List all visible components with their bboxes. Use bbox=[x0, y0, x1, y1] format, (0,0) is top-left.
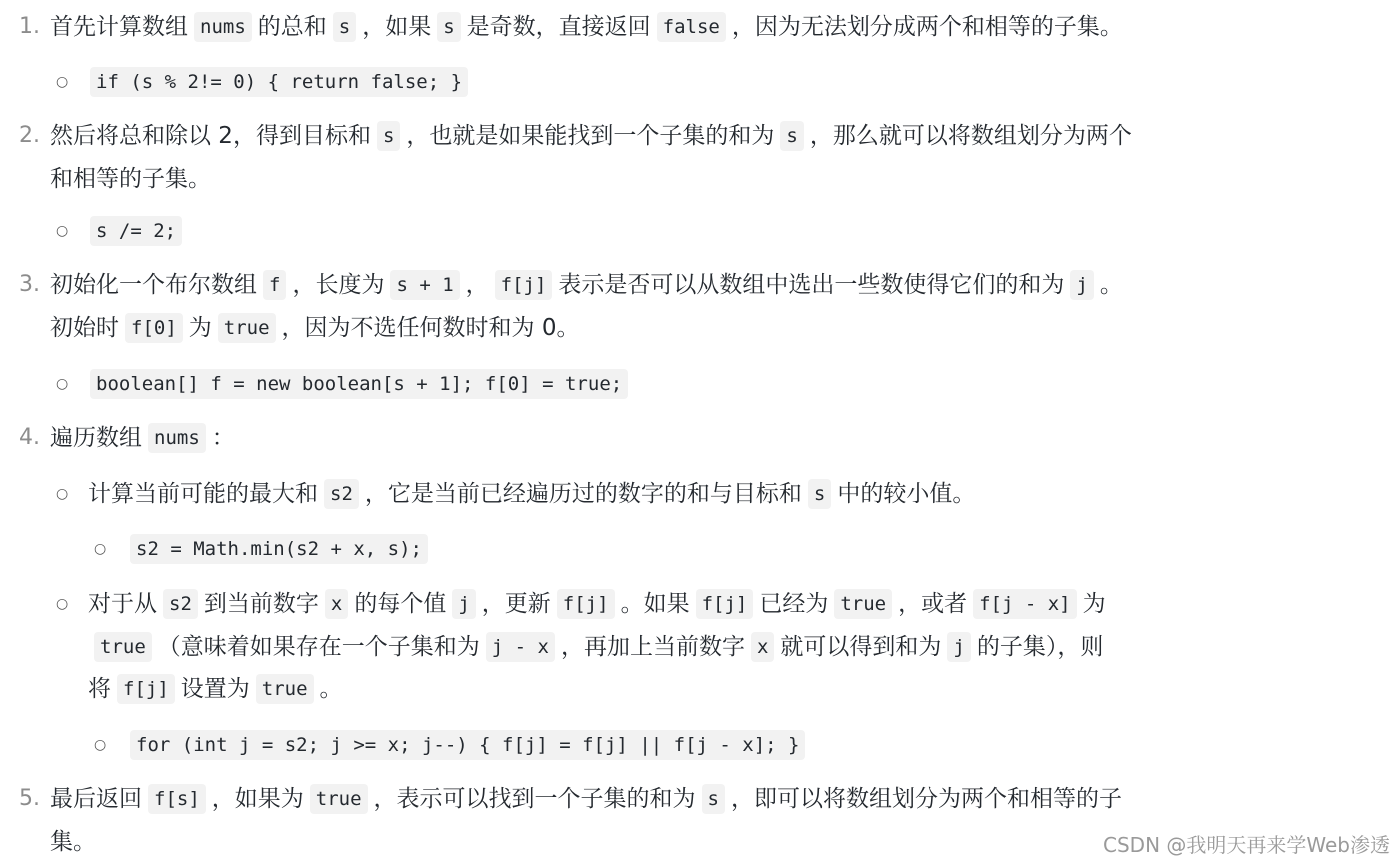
code-snippet: if (s % 2!= 0) { return false; } bbox=[90, 67, 468, 97]
text-run: ，因为不选任何数时和为 0。 bbox=[281, 315, 580, 341]
text-run: 为 bbox=[188, 315, 212, 341]
inline-code: f[j - x] bbox=[973, 589, 1077, 619]
inline-code: f[j] bbox=[696, 589, 754, 619]
text-run: 已经为 bbox=[759, 591, 829, 617]
list-item-line bbox=[50, 121, 1132, 151]
inline-code: s bbox=[780, 121, 803, 151]
text-run: ，长度为 bbox=[292, 272, 385, 298]
code-snippet: for (int j = s2; j >= x; j--) { f[j] = f[j] || f[j - x]; } bbox=[130, 730, 805, 760]
bullet-circle-icon: ○ bbox=[56, 74, 69, 90]
text-run: ，那么就可以将数组划分为两个 bbox=[809, 123, 1132, 149]
inline-code: j bbox=[947, 632, 970, 662]
sub-item-line bbox=[88, 589, 1106, 619]
text-run: ， bbox=[465, 272, 489, 298]
inline-code: f[j] bbox=[495, 270, 553, 300]
text-run: 是奇数，直接返回 bbox=[466, 14, 651, 40]
bullet-circle-icon: ○ bbox=[56, 486, 69, 502]
inline-code: s2 bbox=[163, 589, 198, 619]
text-run: 中的较小值。 bbox=[837, 481, 976, 507]
text-run: ，如果 bbox=[362, 14, 432, 40]
inline-code: nums bbox=[194, 12, 252, 42]
code-snippet: boolean[] f = new boolean[s + 1]; f[0] = true; bbox=[90, 369, 628, 399]
inline-code: x bbox=[751, 632, 774, 662]
list-item-line bbox=[50, 270, 1123, 300]
text-run: ，再加上当前数字 bbox=[560, 634, 745, 660]
sub-item-line bbox=[88, 632, 1103, 662]
inline-code: f bbox=[263, 270, 286, 300]
inline-code: s bbox=[437, 12, 460, 42]
text-run: 到当前数字 bbox=[203, 591, 319, 617]
text-run: ，表示可以找到一个子集的和为 bbox=[373, 786, 696, 812]
text-run: 对于从 bbox=[88, 591, 157, 617]
inline-code: f[0] bbox=[125, 313, 183, 343]
inline-code: s bbox=[702, 784, 725, 814]
text-run: 初始化一个布尔数组 bbox=[50, 272, 257, 298]
list-item-line bbox=[50, 423, 235, 453]
text-run: ，它是当前已经遍历过的数字的和与目标和 bbox=[364, 481, 802, 507]
text-run: ，如果为 bbox=[211, 786, 304, 812]
text-run: ： bbox=[211, 425, 235, 451]
inline-code: s bbox=[333, 12, 356, 42]
inline-code: x bbox=[325, 589, 348, 619]
sub-item-line bbox=[88, 674, 343, 704]
text-run: 为 bbox=[1082, 591, 1106, 617]
text-run: ，或者 bbox=[898, 591, 968, 617]
inline-code: s + 1 bbox=[390, 270, 459, 300]
code-snippet: s2 = Math.min(s2 + x, s); bbox=[130, 534, 428, 564]
bullet-circle-icon: ○ bbox=[94, 541, 107, 557]
inline-code: s bbox=[808, 479, 831, 509]
code-line bbox=[130, 730, 805, 760]
text-run: ，因为无法划分成两个和相等的子集。 bbox=[731, 14, 1123, 40]
text-run: 表示是否可以从数组中选出一些数使得它们的和为 bbox=[558, 272, 1065, 298]
text-run: 。如果 bbox=[620, 591, 690, 617]
code-line bbox=[90, 67, 468, 97]
text-run: 和相等的子集。 bbox=[50, 166, 211, 192]
inline-code: true bbox=[256, 674, 314, 704]
text-run: 遍历数组 bbox=[50, 425, 142, 451]
text-run: 集。 bbox=[50, 829, 96, 855]
text-run: 初始时 bbox=[50, 315, 119, 341]
text-run: 将 bbox=[88, 676, 111, 702]
inline-code: f[j] bbox=[117, 674, 175, 704]
text-run: 就可以得到和为 bbox=[780, 634, 942, 660]
inline-code: true bbox=[94, 632, 152, 662]
inline-code: j bbox=[1070, 270, 1093, 300]
list-item-line bbox=[50, 313, 579, 343]
list-item-line bbox=[50, 784, 1122, 814]
inline-code: s2 bbox=[324, 479, 359, 509]
text-run: ，即可以将数组划分为两个和相等的子 bbox=[730, 786, 1122, 812]
bullet-circle-icon: ○ bbox=[56, 223, 69, 239]
bullet-circle-icon: ○ bbox=[56, 596, 69, 612]
inline-code: j - x bbox=[486, 632, 555, 662]
text-run: 首先计算数组 bbox=[50, 14, 188, 40]
list-number: 4. bbox=[19, 425, 40, 450]
text-run: 的子集），则 bbox=[976, 634, 1104, 660]
text-run: 计算当前可能的最大和 bbox=[88, 481, 318, 507]
list-number: 1. bbox=[19, 14, 40, 39]
text-run: 的每个值 bbox=[354, 591, 447, 617]
text-run: ，也就是如果能找到一个子集的和为 bbox=[406, 123, 775, 149]
code-line bbox=[90, 216, 182, 246]
text-run: ，更新 bbox=[481, 591, 551, 617]
list-item-line bbox=[50, 164, 211, 194]
inline-code: f[j] bbox=[557, 589, 615, 619]
text-run: 。 bbox=[319, 676, 343, 702]
code-line bbox=[130, 534, 428, 564]
code-snippet: s /= 2; bbox=[90, 216, 182, 246]
text-run: 最后返回 bbox=[50, 786, 142, 812]
inline-code: nums bbox=[148, 423, 206, 453]
inline-code: false bbox=[657, 12, 726, 42]
watermark: CSDN @我明天再来学Web渗透 bbox=[1103, 833, 1390, 857]
text-run: 的总和 bbox=[257, 14, 327, 40]
bullet-circle-icon: ○ bbox=[56, 376, 69, 392]
text-run: 然后将总和除以 2，得到目标和 bbox=[50, 123, 371, 149]
inline-code: true bbox=[310, 784, 368, 814]
inline-code: s bbox=[377, 121, 400, 151]
list-number: 5. bbox=[19, 786, 40, 811]
bullet-circle-icon: ○ bbox=[94, 737, 107, 753]
inline-code: f[s] bbox=[148, 784, 206, 814]
list-number: 3. bbox=[19, 272, 40, 297]
inline-code: j bbox=[452, 589, 475, 619]
text-run: 。 bbox=[1099, 272, 1123, 298]
list-number: 2. bbox=[19, 123, 40, 148]
sub-item-line bbox=[88, 479, 975, 509]
text-run: （意味着如果存在一个子集和为 bbox=[157, 634, 480, 660]
list-item-line bbox=[50, 827, 96, 857]
inline-code: true bbox=[834, 589, 892, 619]
code-line bbox=[90, 369, 628, 399]
inline-code: true bbox=[218, 313, 276, 343]
text-run: 设置为 bbox=[180, 676, 250, 702]
list-item-line bbox=[50, 12, 1123, 42]
